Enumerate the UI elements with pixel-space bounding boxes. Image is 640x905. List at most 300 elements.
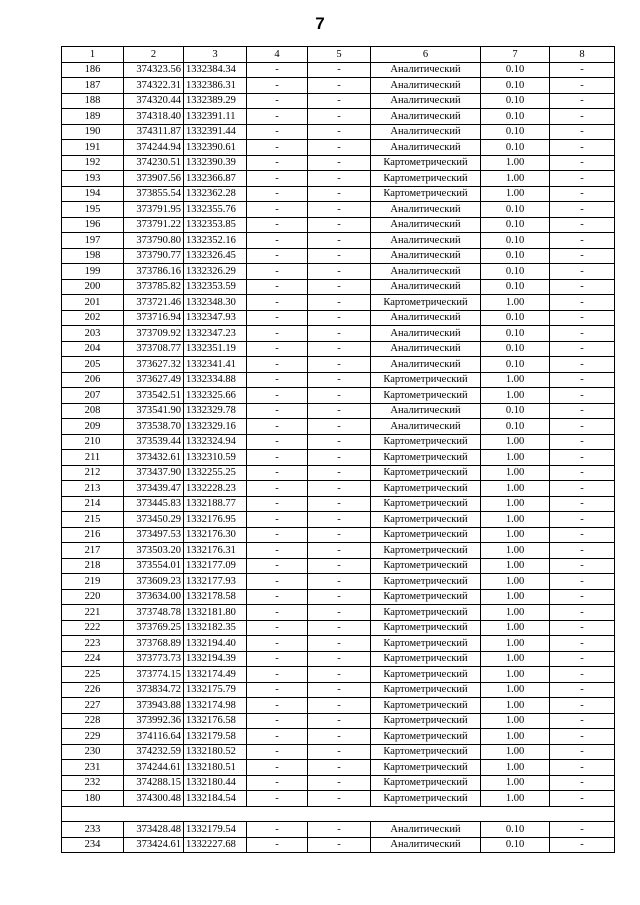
- method-cell: Аналитический: [371, 279, 481, 295]
- column-4-cell: -: [247, 310, 308, 326]
- y-coordinate-cell: 1332174.49: [184, 667, 247, 683]
- x-coordinate-cell: 373773.73: [124, 651, 184, 667]
- y-coordinate-cell: 1332180.44: [184, 775, 247, 791]
- column-4-cell: -: [247, 713, 308, 729]
- table-row: [62, 558, 615, 574]
- column-4-cell: -: [247, 326, 308, 342]
- x-coordinate-cell: 373450.29: [124, 512, 184, 528]
- column-8-cell: -: [550, 822, 615, 838]
- point-number-cell: 196: [62, 217, 124, 233]
- accuracy-cell: 0.10: [481, 109, 550, 125]
- x-coordinate-cell: 373538.70: [124, 419, 184, 435]
- column-5-cell: -: [308, 713, 371, 729]
- point-number-cell: 180: [62, 791, 124, 807]
- x-coordinate-cell: 374318.40: [124, 109, 184, 125]
- table-row: [62, 698, 615, 714]
- point-number-cell: 219: [62, 574, 124, 590]
- x-coordinate-cell: 374323.56: [124, 62, 184, 78]
- accuracy-cell: 1.00: [481, 620, 550, 636]
- column-header: 7: [481, 47, 550, 63]
- column-8-cell: -: [550, 698, 615, 714]
- column-4-cell: -: [247, 357, 308, 373]
- column-4-cell: -: [247, 62, 308, 78]
- column-8-cell: -: [550, 744, 615, 760]
- method-cell: Аналитический: [371, 93, 481, 109]
- column-8-cell: -: [550, 419, 615, 435]
- accuracy-cell: 0.10: [481, 310, 550, 326]
- table-row: [62, 512, 615, 528]
- y-coordinate-cell: 1332310.59: [184, 450, 247, 466]
- y-coordinate-cell: 1332175.79: [184, 682, 247, 698]
- column-8-cell: -: [550, 248, 615, 264]
- column-4-cell: -: [247, 589, 308, 605]
- accuracy-cell: 1.00: [481, 605, 550, 621]
- y-coordinate-cell: 1332182.35: [184, 620, 247, 636]
- accuracy-cell: 1.00: [481, 713, 550, 729]
- point-number-cell: 189: [62, 109, 124, 125]
- point-number-cell: 201: [62, 295, 124, 311]
- coordinates-table: [61, 46, 615, 853]
- y-coordinate-cell: 1332180.52: [184, 744, 247, 760]
- x-coordinate-cell: 374116.64: [124, 729, 184, 745]
- table-header-row: [62, 47, 615, 63]
- point-number-cell: 191: [62, 140, 124, 156]
- x-coordinate-cell: 373855.54: [124, 186, 184, 202]
- column-5-cell: -: [308, 450, 371, 466]
- y-coordinate-cell: 1332184.54: [184, 791, 247, 807]
- column-4-cell: -: [247, 465, 308, 481]
- table-row: [62, 760, 615, 776]
- table-row: [62, 713, 615, 729]
- column-4-cell: -: [247, 837, 308, 853]
- column-8-cell: -: [550, 496, 615, 512]
- accuracy-cell: 0.10: [481, 326, 550, 342]
- column-8-cell: -: [550, 667, 615, 683]
- column-8-cell: -: [550, 620, 615, 636]
- point-number-cell: 232: [62, 775, 124, 791]
- point-number-cell: 229: [62, 729, 124, 745]
- column-5-cell: -: [308, 140, 371, 156]
- column-5-cell: -: [308, 465, 371, 481]
- column-4-cell: -: [247, 651, 308, 667]
- column-8-cell: -: [550, 543, 615, 559]
- column-4-cell: -: [247, 124, 308, 140]
- column-4-cell: -: [247, 744, 308, 760]
- column-4-cell: -: [247, 372, 308, 388]
- accuracy-cell: 1.00: [481, 791, 550, 807]
- point-number-cell: 194: [62, 186, 124, 202]
- accuracy-cell: 0.10: [481, 248, 550, 264]
- point-number-cell: 198: [62, 248, 124, 264]
- column-4-cell: -: [247, 434, 308, 450]
- y-coordinate-cell: 1332194.40: [184, 636, 247, 652]
- column-4-cell: -: [247, 295, 308, 311]
- column-5-cell: -: [308, 233, 371, 249]
- y-coordinate-cell: 1332341.41: [184, 357, 247, 373]
- y-coordinate-cell: 1332179.58: [184, 729, 247, 745]
- method-cell: Аналитический: [371, 109, 481, 125]
- column-5-cell: -: [308, 620, 371, 636]
- y-coordinate-cell: 1332384.34: [184, 62, 247, 78]
- column-4-cell: -: [247, 248, 308, 264]
- column-4-cell: -: [247, 279, 308, 295]
- point-number-cell: 207: [62, 388, 124, 404]
- column-8-cell: -: [550, 512, 615, 528]
- column-8-cell: -: [550, 791, 615, 807]
- accuracy-cell: 1.00: [481, 155, 550, 171]
- column-5-cell: -: [308, 124, 371, 140]
- table-row: [62, 791, 615, 807]
- column-8-cell: -: [550, 279, 615, 295]
- x-coordinate-cell: 373790.77: [124, 248, 184, 264]
- method-cell: Аналитический: [371, 248, 481, 264]
- x-coordinate-cell: 373432.61: [124, 450, 184, 466]
- table-row: [62, 775, 615, 791]
- x-coordinate-cell: 374300.48: [124, 791, 184, 807]
- point-number-cell: 203: [62, 326, 124, 342]
- column-4-cell: -: [247, 620, 308, 636]
- column-4-cell: -: [247, 682, 308, 698]
- column-8-cell: -: [550, 295, 615, 311]
- point-number-cell: 190: [62, 124, 124, 140]
- point-number-cell: 228: [62, 713, 124, 729]
- x-coordinate-cell: 374311.87: [124, 124, 184, 140]
- y-coordinate-cell: 1332326.45: [184, 248, 247, 264]
- column-5-cell: -: [308, 682, 371, 698]
- column-4-cell: -: [247, 527, 308, 543]
- column-5-cell: -: [308, 388, 371, 404]
- method-cell: Картометрический: [371, 605, 481, 621]
- column-8-cell: -: [550, 403, 615, 419]
- point-number-cell: 214: [62, 496, 124, 512]
- table-row: [62, 667, 615, 683]
- y-coordinate-cell: 1332326.29: [184, 264, 247, 280]
- table-row: [62, 636, 615, 652]
- y-coordinate-cell: 1332353.85: [184, 217, 247, 233]
- y-coordinate-cell: 1332325.66: [184, 388, 247, 404]
- table-row: [62, 62, 615, 78]
- column-5-cell: -: [308, 326, 371, 342]
- table-row: [62, 837, 615, 853]
- x-coordinate-cell: 373437.90: [124, 465, 184, 481]
- table-row: [62, 341, 615, 357]
- accuracy-cell: 1.00: [481, 636, 550, 652]
- table-row: [62, 744, 615, 760]
- accuracy-cell: 1.00: [481, 527, 550, 543]
- point-number-cell: 192: [62, 155, 124, 171]
- y-coordinate-cell: 1332324.94: [184, 434, 247, 450]
- accuracy-cell: 0.10: [481, 419, 550, 435]
- table-row: [62, 124, 615, 140]
- method-cell: Картометрический: [371, 713, 481, 729]
- column-8-cell: -: [550, 372, 615, 388]
- accuracy-cell: 1.00: [481, 729, 550, 745]
- column-5-cell: -: [308, 434, 371, 450]
- column-4-cell: -: [247, 667, 308, 683]
- y-coordinate-cell: 1332391.44: [184, 124, 247, 140]
- table-row: [62, 465, 615, 481]
- accuracy-cell: 0.10: [481, 341, 550, 357]
- column-4-cell: -: [247, 93, 308, 109]
- accuracy-cell: 1.00: [481, 388, 550, 404]
- accuracy-cell: 0.10: [481, 62, 550, 78]
- point-number-cell: 223: [62, 636, 124, 652]
- column-8-cell: -: [550, 171, 615, 187]
- table-row: [62, 620, 615, 636]
- accuracy-cell: 1.00: [481, 465, 550, 481]
- y-coordinate-cell: 1332389.29: [184, 93, 247, 109]
- method-cell: Аналитический: [371, 326, 481, 342]
- y-coordinate-cell: 1332347.93: [184, 310, 247, 326]
- column-4-cell: -: [247, 481, 308, 497]
- accuracy-cell: 0.10: [481, 233, 550, 249]
- point-number-cell: 230: [62, 744, 124, 760]
- point-number-cell: 205: [62, 357, 124, 373]
- column-5-cell: -: [308, 279, 371, 295]
- column-4-cell: -: [247, 140, 308, 156]
- column-8-cell: -: [550, 682, 615, 698]
- accuracy-cell: 0.10: [481, 124, 550, 140]
- column-5-cell: -: [308, 109, 371, 125]
- column-5-cell: -: [308, 589, 371, 605]
- y-coordinate-cell: 1332176.95: [184, 512, 247, 528]
- table-row: [62, 419, 615, 435]
- column-5-cell: -: [308, 202, 371, 218]
- point-number-cell: 199: [62, 264, 124, 280]
- column-8-cell: -: [550, 357, 615, 373]
- column-4-cell: -: [247, 775, 308, 791]
- table-row: [62, 78, 615, 94]
- column-4-cell: -: [247, 543, 308, 559]
- point-number-cell: 211: [62, 450, 124, 466]
- table-row: [62, 729, 615, 745]
- method-cell: Аналитический: [371, 837, 481, 853]
- table-row: [62, 233, 615, 249]
- column-8-cell: -: [550, 605, 615, 621]
- accuracy-cell: 0.10: [481, 403, 550, 419]
- column-4-cell: -: [247, 388, 308, 404]
- column-header: 2: [124, 47, 184, 63]
- method-cell: Картометрический: [371, 155, 481, 171]
- x-coordinate-cell: 373541.90: [124, 403, 184, 419]
- method-cell: Аналитический: [371, 419, 481, 435]
- point-number-cell: 231: [62, 760, 124, 776]
- y-coordinate-cell: 1332390.61: [184, 140, 247, 156]
- method-cell: Аналитический: [371, 357, 481, 373]
- column-8-cell: -: [550, 78, 615, 94]
- method-cell: Картометрический: [371, 620, 481, 636]
- column-8-cell: -: [550, 155, 615, 171]
- accuracy-cell: 1.00: [481, 372, 550, 388]
- method-cell: Картометрический: [371, 667, 481, 683]
- y-coordinate-cell: 1332353.59: [184, 279, 247, 295]
- x-coordinate-cell: 374288.15: [124, 775, 184, 791]
- y-coordinate-cell: 1332176.31: [184, 543, 247, 559]
- table-row: [62, 403, 615, 419]
- point-number-cell: 195: [62, 202, 124, 218]
- page-number: 7: [315, 14, 325, 33]
- y-coordinate-cell: 1332355.76: [184, 202, 247, 218]
- method-cell: Картометрический: [371, 729, 481, 745]
- column-header: 4: [247, 47, 308, 63]
- point-number-cell: 209: [62, 419, 124, 435]
- column-5-cell: -: [308, 217, 371, 233]
- method-cell: Картометрический: [371, 543, 481, 559]
- table-row: [62, 450, 615, 466]
- table-row: [62, 372, 615, 388]
- column-4-cell: -: [247, 636, 308, 652]
- blank-separator-row: [62, 806, 615, 822]
- column-5-cell: -: [308, 636, 371, 652]
- accuracy-cell: 1.00: [481, 651, 550, 667]
- point-number-cell: 226: [62, 682, 124, 698]
- method-cell: Аналитический: [371, 264, 481, 280]
- column-header: 8: [550, 47, 615, 63]
- column-5-cell: -: [308, 558, 371, 574]
- column-5-cell: -: [308, 62, 371, 78]
- accuracy-cell: 0.10: [481, 837, 550, 853]
- column-5-cell: -: [308, 93, 371, 109]
- x-coordinate-cell: 373774.15: [124, 667, 184, 683]
- x-coordinate-cell: 373791.95: [124, 202, 184, 218]
- column-header: 1: [62, 47, 124, 63]
- table-row: [62, 202, 615, 218]
- method-cell: Аналитический: [371, 217, 481, 233]
- x-coordinate-cell: 373497.53: [124, 527, 184, 543]
- x-coordinate-cell: 373424.61: [124, 837, 184, 853]
- y-coordinate-cell: 1332176.30: [184, 527, 247, 543]
- table-row: [62, 186, 615, 202]
- y-coordinate-cell: 1332177.09: [184, 558, 247, 574]
- x-coordinate-cell: 373748.78: [124, 605, 184, 621]
- column-8-cell: -: [550, 62, 615, 78]
- column-8-cell: -: [550, 388, 615, 404]
- method-cell: Картометрический: [371, 775, 481, 791]
- point-number-cell: 187: [62, 78, 124, 94]
- column-8-cell: -: [550, 310, 615, 326]
- method-cell: Картометрический: [371, 171, 481, 187]
- table-row: [62, 651, 615, 667]
- column-4-cell: -: [247, 574, 308, 590]
- x-coordinate-cell: 373627.49: [124, 372, 184, 388]
- point-number-cell: 217: [62, 543, 124, 559]
- point-number-cell: 225: [62, 667, 124, 683]
- column-8-cell: -: [550, 465, 615, 481]
- x-coordinate-cell: 373627.32: [124, 357, 184, 373]
- column-5-cell: -: [308, 822, 371, 838]
- y-coordinate-cell: 1332366.87: [184, 171, 247, 187]
- column-4-cell: -: [247, 109, 308, 125]
- blank-cell: [62, 806, 615, 822]
- x-coordinate-cell: 373791.22: [124, 217, 184, 233]
- y-coordinate-cell: 1332180.51: [184, 760, 247, 776]
- column-5-cell: -: [308, 310, 371, 326]
- method-cell: Картометрический: [371, 574, 481, 590]
- accuracy-cell: 1.00: [481, 171, 550, 187]
- table-row: [62, 279, 615, 295]
- y-coordinate-cell: 1332255.25: [184, 465, 247, 481]
- column-header: 6: [371, 47, 481, 63]
- point-number-cell: 221: [62, 605, 124, 621]
- column-4-cell: -: [247, 450, 308, 466]
- x-coordinate-cell: 373834.72: [124, 682, 184, 698]
- method-cell: Аналитический: [371, 78, 481, 94]
- method-cell: Картометрический: [371, 481, 481, 497]
- accuracy-cell: 0.10: [481, 217, 550, 233]
- column-8-cell: -: [550, 837, 615, 853]
- point-number-cell: 206: [62, 372, 124, 388]
- column-4-cell: -: [247, 78, 308, 94]
- column-5-cell: -: [308, 698, 371, 714]
- accuracy-cell: 0.10: [481, 357, 550, 373]
- x-coordinate-cell: 373609.23: [124, 574, 184, 590]
- method-cell: Картометрический: [371, 760, 481, 776]
- column-8-cell: -: [550, 450, 615, 466]
- column-5-cell: -: [308, 341, 371, 357]
- accuracy-cell: 1.00: [481, 481, 550, 497]
- x-coordinate-cell: 373539.44: [124, 434, 184, 450]
- y-coordinate-cell: 1332176.58: [184, 713, 247, 729]
- column-4-cell: -: [247, 822, 308, 838]
- column-4-cell: -: [247, 264, 308, 280]
- method-cell: Картометрический: [371, 496, 481, 512]
- y-coordinate-cell: 1332178.58: [184, 589, 247, 605]
- column-5-cell: -: [308, 527, 371, 543]
- x-coordinate-cell: 373542.51: [124, 388, 184, 404]
- point-number-cell: 218: [62, 558, 124, 574]
- column-8-cell: -: [550, 434, 615, 450]
- column-4-cell: -: [247, 155, 308, 171]
- x-coordinate-cell: 373503.20: [124, 543, 184, 559]
- table-row: [62, 682, 615, 698]
- column-5-cell: -: [308, 574, 371, 590]
- y-coordinate-cell: 1332348.30: [184, 295, 247, 311]
- accuracy-cell: 1.00: [481, 667, 550, 683]
- table-row: [62, 357, 615, 373]
- accuracy-cell: 1.00: [481, 450, 550, 466]
- point-number-cell: 210: [62, 434, 124, 450]
- table-row: [62, 434, 615, 450]
- column-8-cell: -: [550, 574, 615, 590]
- y-coordinate-cell: 1332352.16: [184, 233, 247, 249]
- accuracy-cell: 1.00: [481, 496, 550, 512]
- table-row: [62, 589, 615, 605]
- column-8-cell: -: [550, 140, 615, 156]
- method-cell: Картометрический: [371, 589, 481, 605]
- accuracy-cell: 1.00: [481, 682, 550, 698]
- x-coordinate-cell: 374244.94: [124, 140, 184, 156]
- y-coordinate-cell: 1332179.54: [184, 822, 247, 838]
- column-5-cell: -: [308, 78, 371, 94]
- table-row: [62, 171, 615, 187]
- column-8-cell: -: [550, 713, 615, 729]
- y-coordinate-cell: 1332177.93: [184, 574, 247, 590]
- accuracy-cell: 1.00: [481, 186, 550, 202]
- column-8-cell: -: [550, 124, 615, 140]
- column-8-cell: -: [550, 186, 615, 202]
- column-8-cell: -: [550, 202, 615, 218]
- accuracy-cell: 1.00: [481, 744, 550, 760]
- method-cell: Картометрический: [371, 791, 481, 807]
- method-cell: Картометрический: [371, 682, 481, 698]
- column-5-cell: -: [308, 496, 371, 512]
- method-cell: Картометрический: [371, 636, 481, 652]
- column-5-cell: -: [308, 760, 371, 776]
- y-coordinate-cell: 1332174.98: [184, 698, 247, 714]
- x-coordinate-cell: 373943.88: [124, 698, 184, 714]
- accuracy-cell: 0.10: [481, 264, 550, 280]
- method-cell: Картометрический: [371, 388, 481, 404]
